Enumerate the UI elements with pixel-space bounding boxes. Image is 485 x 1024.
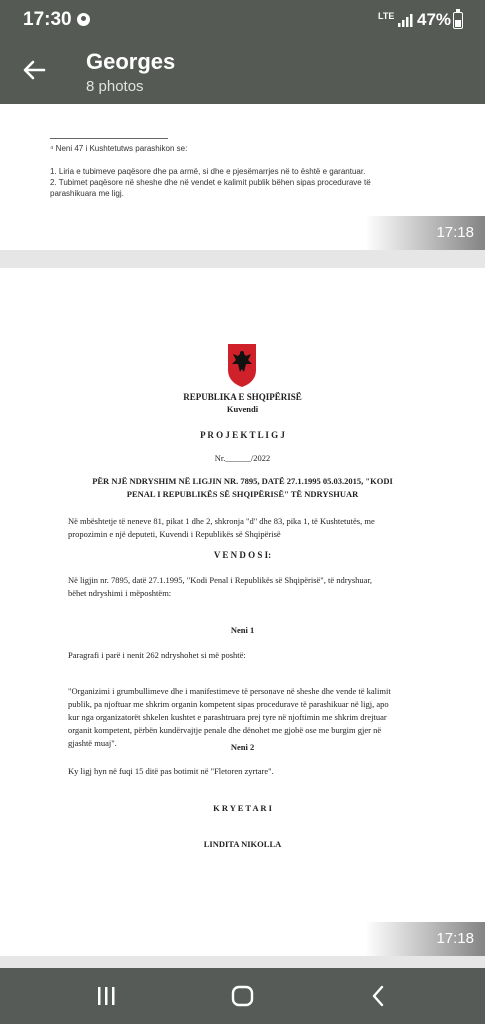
article-1-heading: Neni 1 xyxy=(230,625,255,635)
intro-line-1: Në ligjin nr. 7895, datë 27.1.1995, "Kodi Penal i Republikës së Shqipërisë", të ndryshuar, xyxy=(68,575,373,585)
doc-type: P R O J E K T L I G J xyxy=(200,430,285,440)
decides-heading: V E N D O S I: xyxy=(213,550,272,560)
doc-number: Nr.______/2022 xyxy=(214,453,271,463)
preamble-line-1: Në mbështetje të neneve 81, pikat 1 dhe 2, shkronja "d" dhe 83, pika 1, të Kushtetutës, me xyxy=(68,516,375,526)
doc-title-line-1: PËR NJË NDRYSHIM NË LIGJIN NR. 7895, DATË 27.1.1995 05.03.2015, "KODI xyxy=(92,476,393,486)
footnote-title: ⁴ Neni 47 i Kushtetutws parashikon se: xyxy=(50,144,188,153)
chair-name: LINDITA NIKOLLA xyxy=(203,839,282,849)
article-2-heading: Neni 2 xyxy=(230,742,255,752)
photo-count: 8 photos xyxy=(86,78,144,95)
app-header xyxy=(0,38,485,104)
quote-line-1: "Organizimi i grumbullimeve dhe i manifestimeve të personave në sheshe dhe vende të kalimit xyxy=(68,686,391,696)
navigation-bar xyxy=(0,968,485,1024)
article-1-text: Paragrafi i parë i nenit 262 ndryshohet si më poshtë: xyxy=(68,650,246,660)
quote-line-3: kur nga organizatorët shkelen kushtet e parashtruara prej tyre në njoftimin me shkrim drejtuar xyxy=(68,712,387,722)
preamble-line-2: propozimin e një deputeti, Kuvendi i Republikës së Shqipërisë xyxy=(68,529,281,539)
battery-percent: 47% xyxy=(417,10,452,29)
person-circle-icon xyxy=(77,13,90,26)
footnote-item-2b: parashikuara me ligj. xyxy=(50,189,124,198)
footnote-divider xyxy=(50,138,168,139)
home-icon[interactable] xyxy=(212,968,272,1024)
quote-line-4: organit kompetent, përbën kundërvajtje penale dhe dënohet me gjobë ose me burgim gjer në xyxy=(68,725,382,735)
footnote-item-1: 1. Liria e tubimeve paqësore dhe pa armë, si dhe e pjesëmarrjes në to është e garantuar. xyxy=(50,167,366,176)
footnote-item-2a: 2. Tubimet paqësore në sheshe dhe në vendet e kalimit publik bëhen sipas procedurave të xyxy=(50,178,371,187)
photo-timestamp: 17:18 xyxy=(365,216,485,250)
intro-line-2: bëhet ndryshimi i mëposhtëm: xyxy=(68,588,172,598)
status-time: 17:30 xyxy=(23,9,72,30)
emblem-icon xyxy=(226,342,258,388)
battery-icon xyxy=(453,12,463,29)
quote-line-5: gjashtë muaj". xyxy=(68,738,117,748)
back-arrow-icon[interactable] xyxy=(18,54,50,86)
nav-back-icon[interactable] xyxy=(348,968,408,1024)
chair-title: K R Y E T A R I xyxy=(213,803,272,813)
signal-icon xyxy=(397,12,413,28)
doc-title-line-2: PENAL I REPUBLIKËS SË SHQIPËRISË" TË NDRYSHUAR xyxy=(126,489,359,499)
album-title: Georges xyxy=(86,49,176,74)
quote-line-2: publik, pa njoftuar me shkrim organin kompetent sipas procedurave të parashikuar në ligj, apo xyxy=(68,699,389,709)
institution: Kuvendi xyxy=(226,404,259,414)
photo-message-2[interactable] xyxy=(0,268,485,956)
photo-timestamp: 17:18 xyxy=(365,922,485,956)
republic-name: REPUBLIKA E SHQIPËRISË xyxy=(183,392,302,402)
article-2-text: Ky ligj hyn në fuqi 15 ditë pas botimit në "Fletoren zyrtare". xyxy=(68,766,274,776)
status-bar xyxy=(0,0,485,38)
recent-apps-icon[interactable] xyxy=(76,968,136,1024)
network-type: LTE xyxy=(378,11,395,21)
photo-message-1[interactable] xyxy=(0,104,485,250)
